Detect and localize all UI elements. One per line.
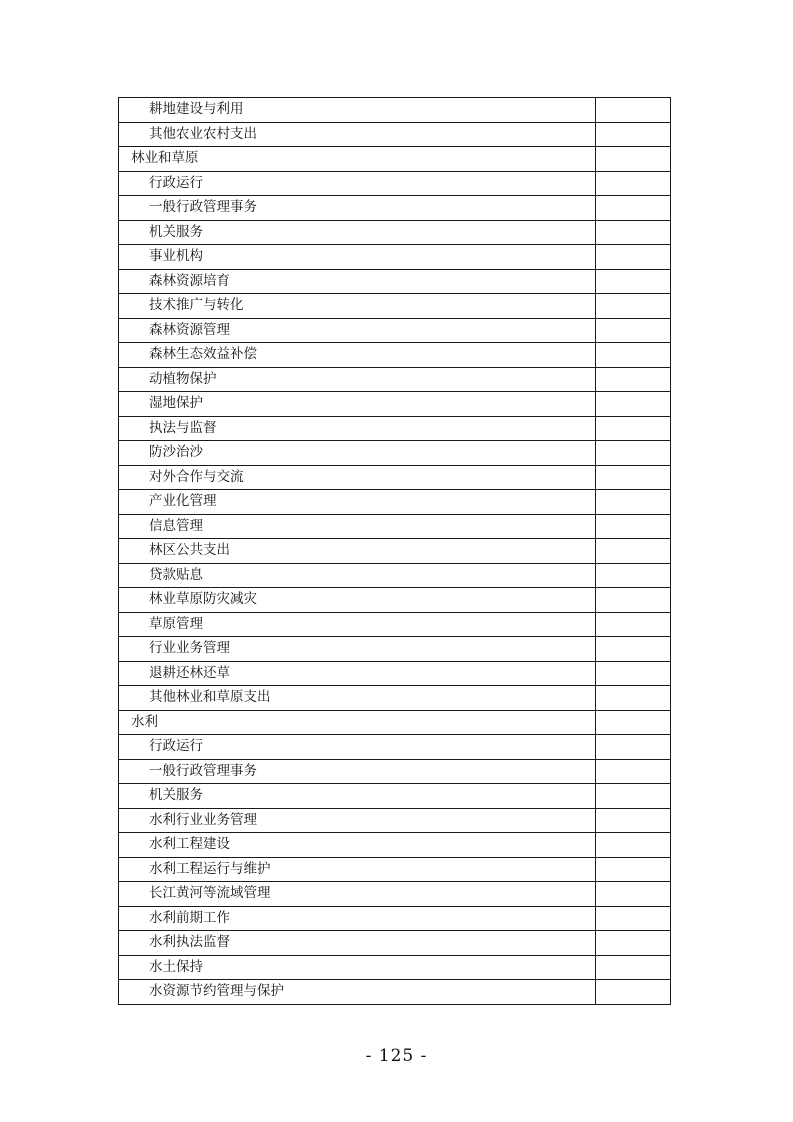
amount-cell [596,343,671,368]
item-label: 其他林业和草原支出 [119,686,596,711]
item-label: 森林生态效益补偿 [119,343,596,368]
table-row [119,784,671,809]
amount-cell [596,808,671,833]
item-label: 机关服务 [119,220,596,245]
item-label: 林业草原防灾减灾 [119,588,596,613]
table-row [119,735,671,760]
amount-cell [596,710,671,735]
table-row [119,539,671,564]
category-label: 水利 [119,710,596,735]
table-row [119,759,671,784]
table-row [119,857,671,882]
amount-cell [596,465,671,490]
item-label: 贷款贴息 [119,563,596,588]
item-label: 防沙治沙 [119,441,596,466]
item-label: 行业业务管理 [119,637,596,662]
table-row [119,710,671,735]
table-row [119,661,671,686]
item-label: 水利工程运行与维护 [119,857,596,882]
page-number: - 125 - [365,1046,428,1066]
table-row [119,196,671,221]
item-label: 对外合作与交流 [119,465,596,490]
amount-cell [596,833,671,858]
amount-cell [596,637,671,662]
amount-cell [596,122,671,147]
table-row [119,563,671,588]
amount-cell [596,612,671,637]
table-row [119,416,671,441]
amount-cell [596,147,671,172]
table-row [119,637,671,662]
table-row [119,171,671,196]
amount-cell [596,98,671,123]
table-row [119,367,671,392]
amount-cell [596,245,671,270]
item-label: 湿地保护 [119,392,596,417]
item-label: 水资源节约管理与保护 [119,980,596,1005]
item-label: 事业机构 [119,245,596,270]
table-row [119,465,671,490]
table-row [119,686,671,711]
amount-cell [596,955,671,980]
amount-cell [596,171,671,196]
table-row [119,906,671,931]
amount-cell [596,318,671,343]
table-row [119,441,671,466]
item-label: 长江黄河等流域管理 [119,882,596,907]
item-label: 产业化管理 [119,490,596,515]
table-row [119,220,671,245]
table-row [119,98,671,123]
item-label: 退耕还林还草 [119,661,596,686]
table-row [119,122,671,147]
table-row [119,294,671,319]
amount-cell [596,857,671,882]
item-label: 其他农业农村支出 [119,122,596,147]
amount-cell [596,735,671,760]
table-row [119,514,671,539]
item-label: 水利工程建设 [119,833,596,858]
amount-cell [596,686,671,711]
table-row [119,882,671,907]
table-row [119,588,671,613]
item-label: 水利执法监督 [119,931,596,956]
amount-cell [596,784,671,809]
amount-cell [596,220,671,245]
item-label: 水利前期工作 [119,906,596,931]
item-label: 水利行业业务管理 [119,808,596,833]
amount-cell [596,514,671,539]
table-row [119,612,671,637]
amount-cell [596,539,671,564]
item-label: 耕地建设与利用 [119,98,596,123]
table-row [119,808,671,833]
amount-cell [596,416,671,441]
table-row [119,980,671,1005]
amount-cell [596,882,671,907]
table-row [119,245,671,270]
table-row [119,147,671,172]
amount-cell [596,563,671,588]
category-label: 林业和草原 [119,147,596,172]
table-row [119,318,671,343]
item-label: 林区公共支出 [119,539,596,564]
table-row [119,269,671,294]
item-label: 技术推广与转化 [119,294,596,319]
amount-cell [596,759,671,784]
item-label: 行政运行 [119,171,596,196]
table-row [119,931,671,956]
amount-cell [596,588,671,613]
item-label: 行政运行 [119,735,596,760]
amount-cell [596,441,671,466]
table-row [119,392,671,417]
item-label: 森林资源培育 [119,269,596,294]
amount-cell [596,661,671,686]
item-label: 执法与监督 [119,416,596,441]
amount-cell [596,392,671,417]
item-label: 一般行政管理事务 [119,196,596,221]
item-label: 草原管理 [119,612,596,637]
item-label: 信息管理 [119,514,596,539]
amount-cell [596,294,671,319]
item-label: 机关服务 [119,784,596,809]
amount-cell [596,367,671,392]
table-row [119,955,671,980]
amount-cell [596,980,671,1005]
item-label: 动植物保护 [119,367,596,392]
amount-cell [596,196,671,221]
table-row [119,343,671,368]
amount-cell [596,269,671,294]
amount-cell [596,490,671,515]
expenditure-table [118,97,671,1005]
item-label: 一般行政管理事务 [119,759,596,784]
item-label: 森林资源管理 [119,318,596,343]
expenditure-table-body [119,98,671,1005]
amount-cell [596,906,671,931]
table-row [119,490,671,515]
amount-cell [596,931,671,956]
table-row [119,833,671,858]
item-label: 水土保持 [119,955,596,980]
